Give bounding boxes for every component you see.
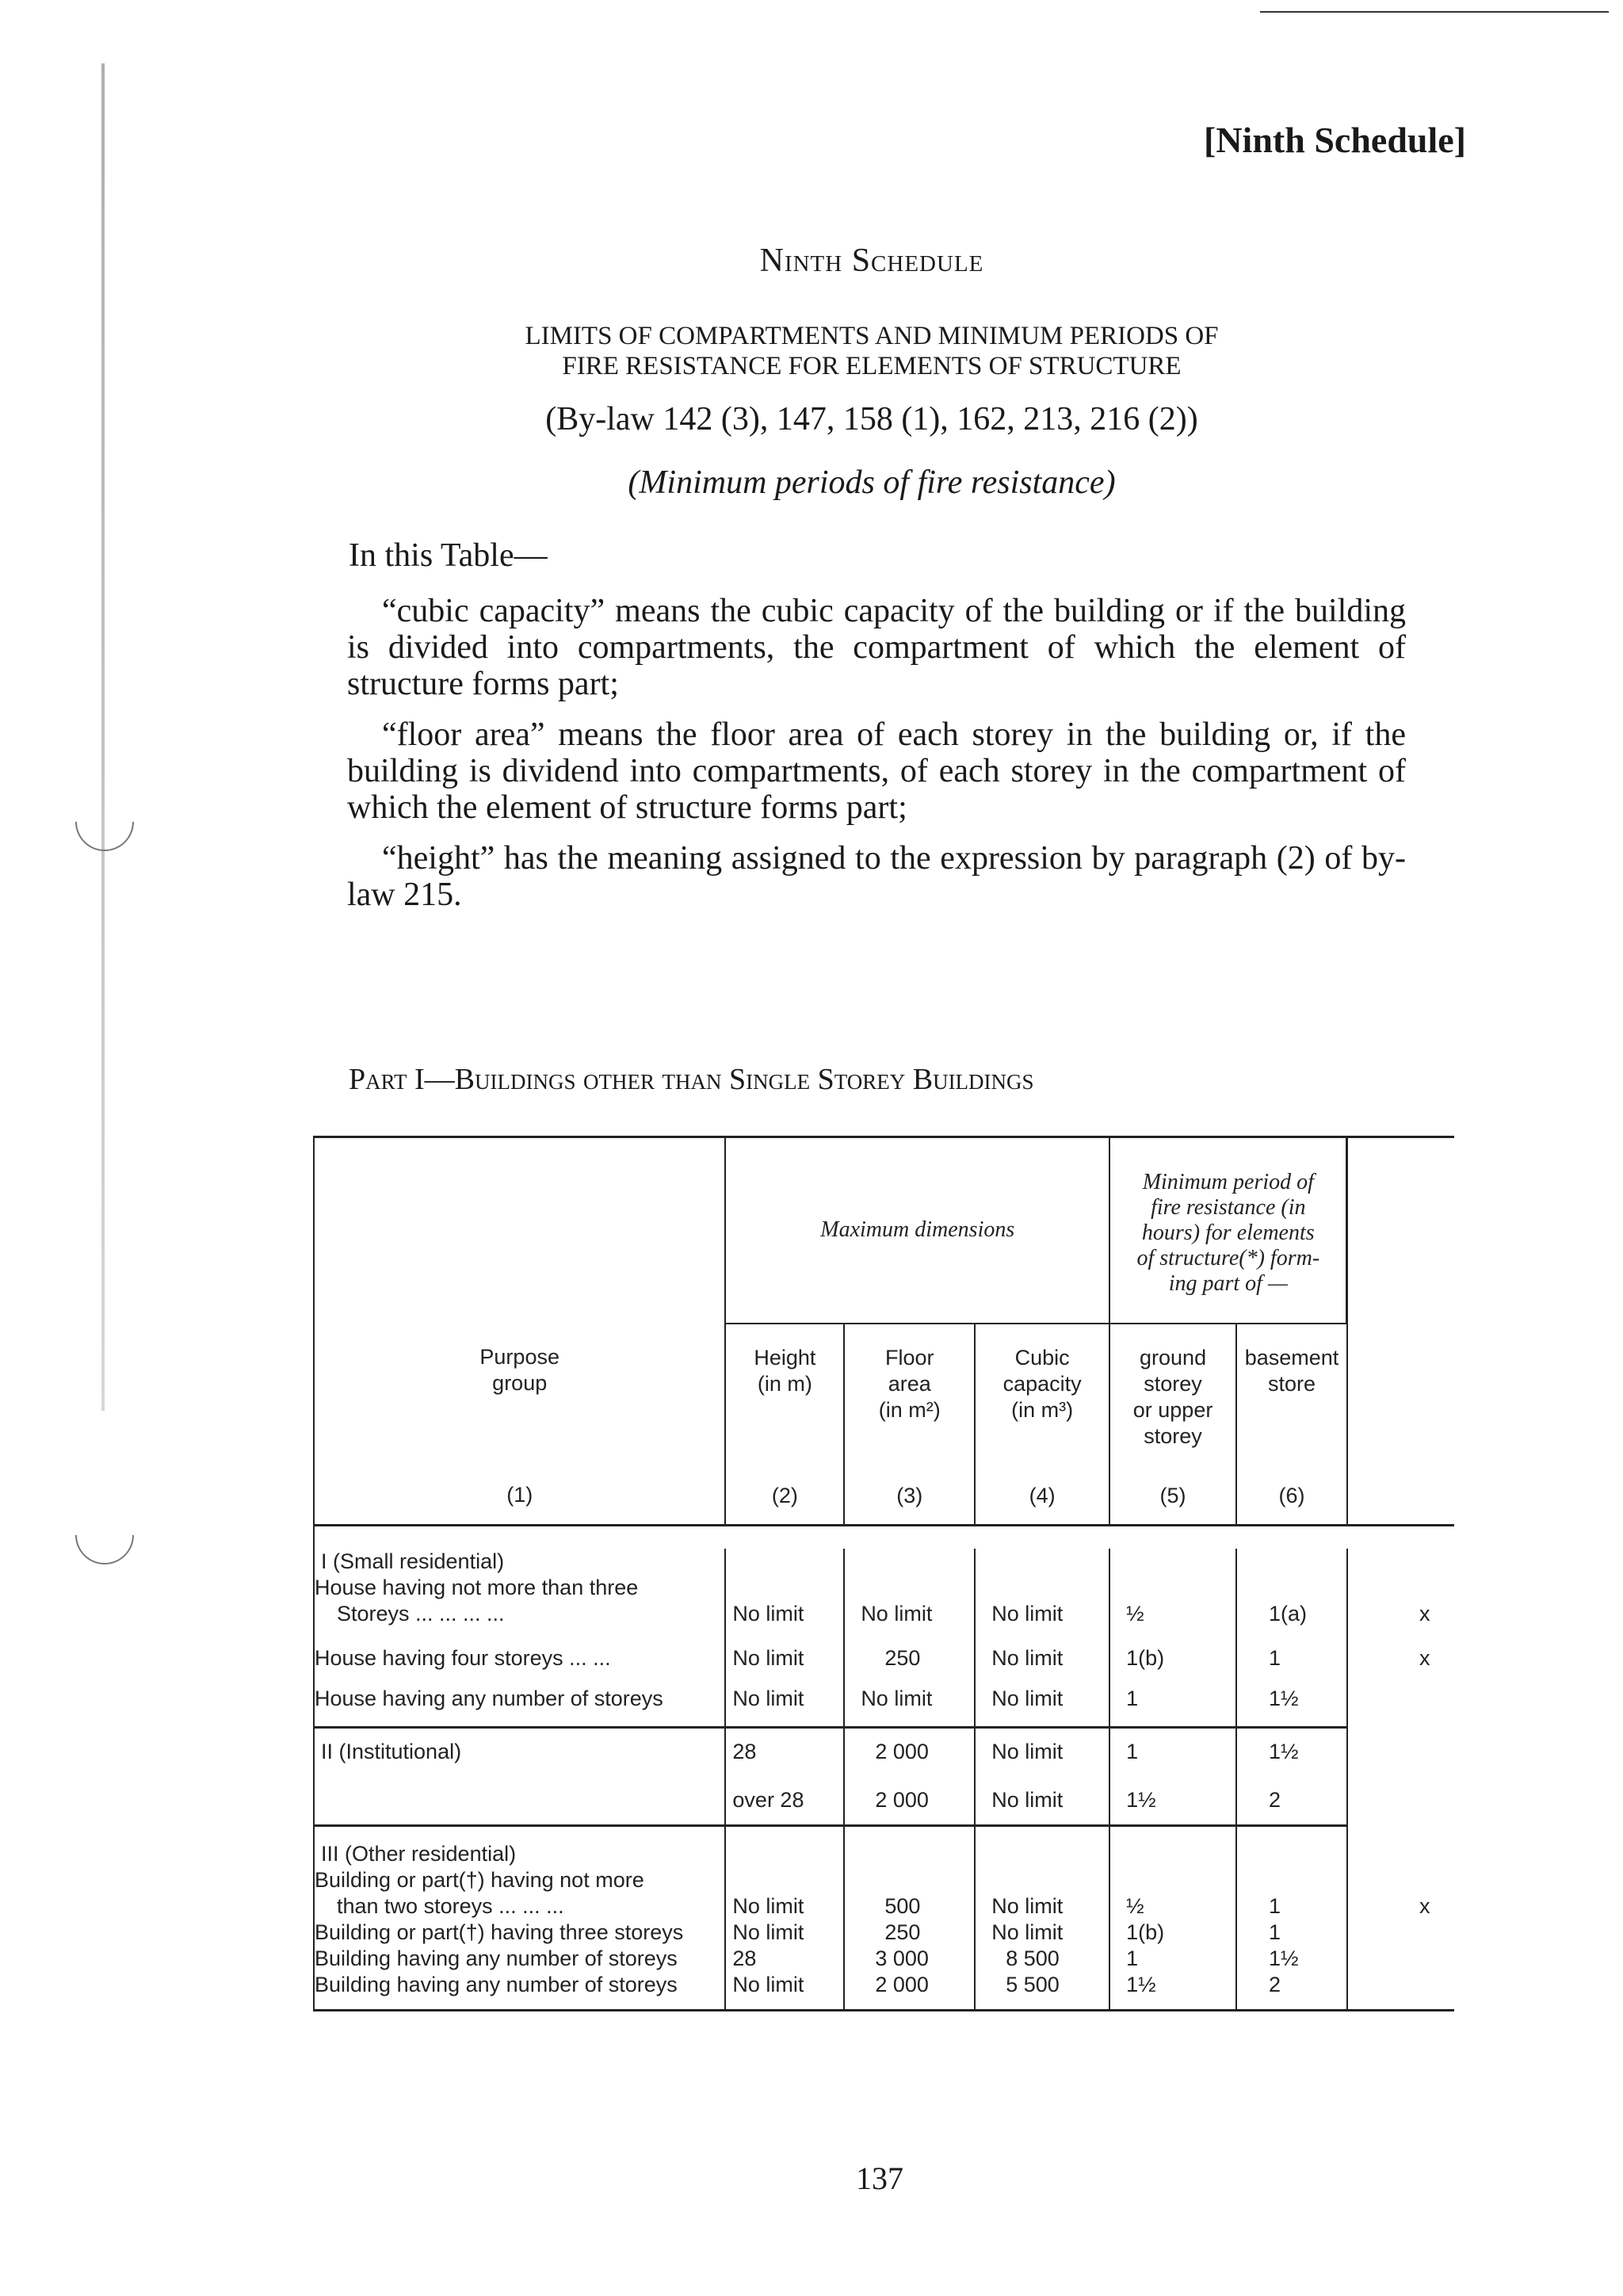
cell-height: No limit [725, 1671, 844, 1727]
col-number: (1) [506, 1482, 533, 1507]
cell-mark [1347, 1776, 1454, 1825]
cell-height: No limit [725, 1867, 844, 1920]
cell-ground-storey: 1 [1109, 1946, 1236, 1972]
row-label: House having not more than three [315, 1576, 639, 1599]
row-label: Building or part(†) having three storeys [315, 1920, 684, 1944]
cell-height: 28 [725, 1727, 844, 1776]
fire-header-line: ing part of — [1168, 1271, 1288, 1297]
header-spacer [1347, 1137, 1454, 1324]
cell-floor-area: No limit [844, 1671, 975, 1727]
minimum-periods-note: (Minimum periods of fire resistance) [628, 464, 1116, 501]
col-number: (6) [1278, 1483, 1305, 1507]
schedule-subtitle [0, 321, 1623, 381]
col-label: (in m) [757, 1371, 812, 1396]
col-label: group [492, 1370, 548, 1395]
cell-floor-area: 2 000 [844, 1972, 975, 2010]
cell-floor-area: 250 [844, 1920, 975, 1946]
col-number: (3) [896, 1483, 923, 1507]
cell-mark [1347, 1727, 1454, 1776]
table-row [314, 1671, 1454, 1727]
table-row [314, 1776, 1454, 1825]
cell-ground-storey: 1½ [1109, 1972, 1236, 2010]
fire-resistance-table [313, 1136, 1454, 2011]
col-header-ground-storey [1109, 1324, 1236, 1526]
table-row [314, 1627, 1454, 1671]
row-label: than two storeys ... ... ... [337, 1894, 564, 1918]
cell-basement: 1½ [1236, 1946, 1347, 1972]
cell-floor-area: No limit [844, 1575, 975, 1627]
cell-floor-area: 250 [844, 1627, 975, 1671]
cell-ground-storey: 1(b) [1109, 1627, 1236, 1671]
fire-header-line: hours) for elements [1141, 1221, 1315, 1246]
cell-basement: 1 [1236, 1627, 1347, 1671]
page-number: 137 [856, 2160, 903, 2196]
cell-height: No limit [725, 1575, 844, 1627]
schedule-title: Ninth Schedule [759, 243, 984, 279]
definition-cubic-capacity: “cubic capacity” means the cubic capacity of the building or if the building is divided into compartments, the compartment of which the element of structure forms part; [347, 593, 1406, 702]
max-dimensions-label: Maximum dimensions [820, 1217, 1015, 1243]
table-intro: In this Table— [349, 537, 548, 574]
cell-basement: 2 [1236, 1776, 1347, 1825]
definition-height: “height” has the meaning assigned to the expression by paragraph (2) of by-law 215. [347, 840, 1406, 913]
cell-cubic-capacity: No limit [975, 1776, 1109, 1825]
definition-floor-area: “floor area” means the floor area of each storey in the building or, if the building is dividend into compartments, of each storey in the compartment of which the element of structure forms part; [347, 716, 1406, 826]
cell-mark: x [1419, 1646, 1430, 1670]
group-heading [314, 1727, 725, 1776]
cell-floor-area: 2 000 [844, 1727, 975, 1776]
fire-header-line: Minimum period of [1142, 1170, 1314, 1195]
cell-ground-storey: 1 [1109, 1727, 1236, 1776]
row-label: Storeys ... ... ... ... [337, 1602, 505, 1626]
cell-cubic-capacity: No limit [975, 1575, 1109, 1627]
col-number: (2) [771, 1483, 798, 1507]
fire-resistance-header [1109, 1137, 1347, 1324]
col-label: Height [754, 1345, 816, 1370]
punch-hole-mark [63, 1494, 147, 1577]
col-label: basement [1244, 1345, 1339, 1370]
cell-basement: 1½ [1236, 1727, 1347, 1776]
cell-mark: x [1419, 1894, 1430, 1918]
purpose-header-blank [314, 1137, 725, 1324]
cell-cubic-capacity: 5 500 [975, 1972, 1109, 2010]
cell-height: No limit [725, 1920, 844, 1946]
part-heading: Part I—Buildings other than Single Storey Buildings [349, 1063, 1034, 1096]
bylaw-reference: (By-law 142 (3), 147, 158 (1), 162, 213, 216 (2)) [545, 401, 1198, 437]
cell-height: 28 [725, 1946, 844, 1972]
group-heading-text: I (Small residential) [321, 1549, 505, 1573]
col-label: (in m³) [1011, 1397, 1074, 1422]
col-number: (5) [1159, 1483, 1186, 1507]
subtitle-line: FIRE RESISTANCE FOR ELEMENTS OF STRUCTURE [562, 352, 1182, 380]
row-label: Building having any number of storeys [315, 1973, 678, 1996]
cell-ground-storey: 1(b) [1109, 1920, 1236, 1946]
cell-cubic-capacity: No limit [975, 1867, 1109, 1920]
cell-basement: 1½ [1236, 1671, 1347, 1727]
cell-ground-storey: ½ [1109, 1867, 1236, 1920]
col-label: or upper [1132, 1397, 1213, 1422]
col-label: Purpose [479, 1344, 559, 1369]
row-label: Building or part(†) having not more [315, 1868, 644, 1892]
table-row [314, 1867, 1454, 1920]
col-label: ground [1140, 1345, 1207, 1370]
cell-mark [1347, 1946, 1454, 1972]
table-row [314, 1920, 1454, 1946]
table-row [314, 1575, 1454, 1627]
cell-basement: 1 [1236, 1920, 1347, 1946]
col-label: Floor [885, 1345, 934, 1370]
group-heading [314, 1841, 725, 1867]
cell-basement: 1 [1236, 1867, 1347, 1920]
col-label: (in m²) [878, 1397, 941, 1422]
cell-cubic-capacity: No limit [975, 1627, 1109, 1671]
header-spacer [1347, 1324, 1454, 1526]
running-head: [Ninth Schedule] [1204, 120, 1466, 160]
fire-header-line: of structure(*) form- [1136, 1246, 1320, 1271]
row-label: Building having any number of storeys [315, 1946, 678, 1970]
cell-cubic-capacity: No limit [975, 1920, 1109, 1946]
row-label: House having any number of storeys [315, 1686, 663, 1710]
col-number: (4) [1029, 1483, 1056, 1507]
group-heading [314, 1549, 725, 1575]
fire-header-line: fire resistance (in [1151, 1195, 1306, 1221]
col-header-basement-store [1236, 1324, 1347, 1526]
group-heading-text: III (Other residential) [321, 1842, 517, 1866]
cell-cubic-capacity: No limit [975, 1727, 1109, 1776]
subtitle-line: LIMITS OF COMPARTMENTS AND MINIMUM PERIODS OF [525, 322, 1219, 350]
cell-floor-area: 3 000 [844, 1946, 975, 1972]
cell-floor-area: 2 000 [844, 1776, 975, 1825]
col-label: capacity [1002, 1371, 1082, 1396]
cell-height: over 28 [725, 1776, 844, 1825]
max-dimensions-header [725, 1137, 1109, 1324]
cell-basement: 2 [1236, 1972, 1347, 2010]
cell-ground-storey: 1½ [1109, 1776, 1236, 1825]
cell-basement: 1(a) [1236, 1575, 1347, 1627]
col-label: area [888, 1371, 931, 1396]
cell-mark: x [1419, 1602, 1430, 1626]
cell-height: No limit [725, 1972, 844, 2010]
cell-mark [1347, 1972, 1454, 2010]
col-label: storey [1144, 1371, 1202, 1396]
cell-height: No limit [725, 1627, 844, 1671]
table-row [314, 1727, 1454, 1776]
group-heading-text: II (Institutional) [321, 1740, 462, 1764]
table-row [314, 1946, 1454, 1972]
col-header-purpose [314, 1324, 725, 1526]
cell-cubic-capacity: 8 500 [975, 1946, 1109, 1972]
col-label: storey [1144, 1423, 1202, 1448]
punch-hole-mark [63, 781, 147, 864]
top-rule [1260, 11, 1609, 13]
col-header-floor-area [844, 1324, 975, 1526]
spacer-row [314, 1526, 1454, 1549]
cell-floor-area: 500 [844, 1867, 975, 1920]
col-header-cubic-capacity [975, 1324, 1109, 1526]
col-label: Cubic [1014, 1345, 1070, 1370]
cell-mark [1347, 1920, 1454, 1946]
col-label: store [1267, 1371, 1316, 1396]
cell-cubic-capacity: No limit [975, 1671, 1109, 1727]
cell-mark [1347, 1671, 1454, 1727]
table-row [314, 1972, 1454, 2010]
cell-ground-storey: 1 [1109, 1671, 1236, 1727]
cell-ground-storey: ½ [1109, 1575, 1236, 1627]
col-header-height [725, 1324, 844, 1526]
row-label: House having four storeys ... ... [315, 1646, 611, 1670]
